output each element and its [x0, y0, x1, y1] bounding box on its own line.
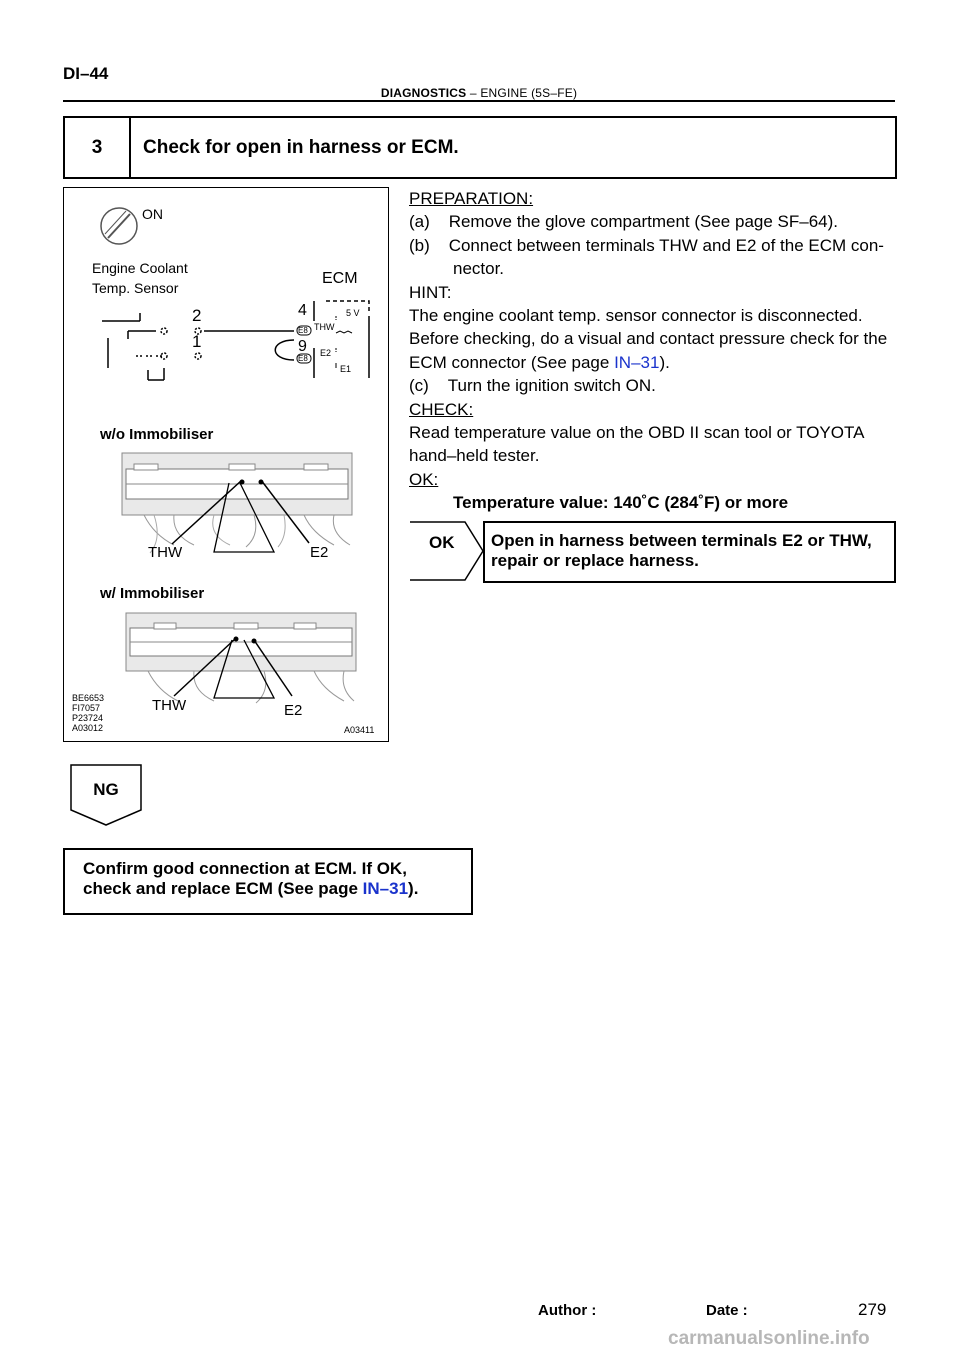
ng-result: [70, 764, 144, 831]
watermark: carmanualsonline.info: [668, 1328, 870, 1349]
variant-without-immobiliser: w/o Immobiliser: [100, 426, 214, 443]
sensor-symbol: [102, 313, 201, 380]
connector-e8-bottom: E8: [298, 354, 308, 363]
signal-e2: E2: [320, 348, 332, 358]
prep-step-b: (b) Connect between terminals THW and E2 of the ECM con- nector.: [409, 235, 884, 279]
ng-label: NG: [93, 780, 119, 799]
signal-5v: 5 V: [346, 308, 360, 318]
page-header: [63, 86, 895, 100]
prep-step-c: (c) Turn the ignition switch ON.: [409, 376, 656, 396]
ecm-connector-upper: [122, 453, 352, 553]
hint-line-1: The engine coolant temp. sensor connector is disconnected.: [409, 306, 863, 326]
signal-thw: THW: [314, 322, 335, 332]
harness-wires: [204, 331, 294, 360]
ignition-key-icon: [101, 208, 137, 244]
figure-reference-codes: BE6653 FI7057 P23724 A03012: [72, 693, 105, 733]
signal-e1: E1: [340, 364, 352, 374]
ok-heading: OK:: [409, 469, 439, 489]
ng-page-link-in31[interactable]: IN–31: [362, 879, 409, 898]
ok-result-text: Open in harness between terminals E2 or THW, repair or replace harness.: [491, 531, 872, 570]
step-title: Check for open in harness or ECM.: [143, 137, 459, 158]
ecm-label: ECM: [322, 270, 358, 287]
page-id: DI–44: [63, 64, 109, 83]
ok-result: [409, 521, 896, 583]
author-label: Author :: [538, 1302, 597, 1319]
connector-e8-top: E8: [298, 326, 308, 335]
date-label: Date :: [706, 1302, 748, 1319]
page-number: 279: [858, 1300, 887, 1319]
ok-label: OK: [429, 533, 455, 552]
step-number: 3: [65, 118, 131, 177]
sensor-pin-1: 1: [192, 332, 202, 351]
hint-line-2: Before checking, do a visual and contact pressure check for the ECM connector (See page IN–31).: [409, 329, 888, 372]
preparation-heading: PREPARATION:: [409, 189, 534, 208]
ecm-connector-lower: [126, 613, 356, 703]
ecm-pin-4: 4: [298, 302, 307, 319]
ok-result-box: [483, 521, 896, 583]
hint-heading: HINT:: [409, 282, 452, 302]
header-rule: [63, 100, 895, 102]
header-section: DIAGNOSTICS: [380, 86, 467, 100]
sensor-label-line-1: Engine Coolant: [92, 260, 188, 276]
check-text: Read temperature value on the OBD II scan tool or TOYOTA hand–held tester.: [409, 423, 864, 466]
ng-result-text: Confirm good connection at ECM. If OK, check and replace ECM (See page IN–31).: [83, 859, 419, 898]
upper-thw-label: THW: [148, 544, 183, 561]
header-subsection: ENGINE (5S–FE): [480, 86, 578, 100]
ng-result-box: [63, 848, 473, 915]
upper-e2-label: E2: [310, 544, 329, 561]
step-header-box: [63, 116, 897, 179]
instructions: [409, 187, 896, 515]
sensor-pin-2: 2: [192, 306, 202, 325]
variant-with-immobiliser: w/ Immobiliser: [100, 585, 205, 602]
lower-thw-label: THW: [152, 697, 187, 714]
lower-e2-label: E2: [284, 702, 303, 719]
figure-code: A03411: [344, 725, 375, 735]
page-link-in31[interactable]: IN–31: [614, 352, 660, 372]
ok-value: Temperature value: 140˚C (284˚F) or more: [453, 493, 789, 513]
ignition-label: ON: [142, 206, 163, 222]
header-separator: –: [469, 86, 477, 100]
ecm-pin-9: 9: [298, 338, 307, 355]
prep-step-a: (a) Remove the glove compartment (See page SF–64).: [409, 212, 839, 232]
wiring-figure: [63, 187, 389, 742]
sensor-label-line-2: Temp. Sensor: [92, 280, 179, 296]
check-heading: CHECK:: [409, 399, 474, 419]
